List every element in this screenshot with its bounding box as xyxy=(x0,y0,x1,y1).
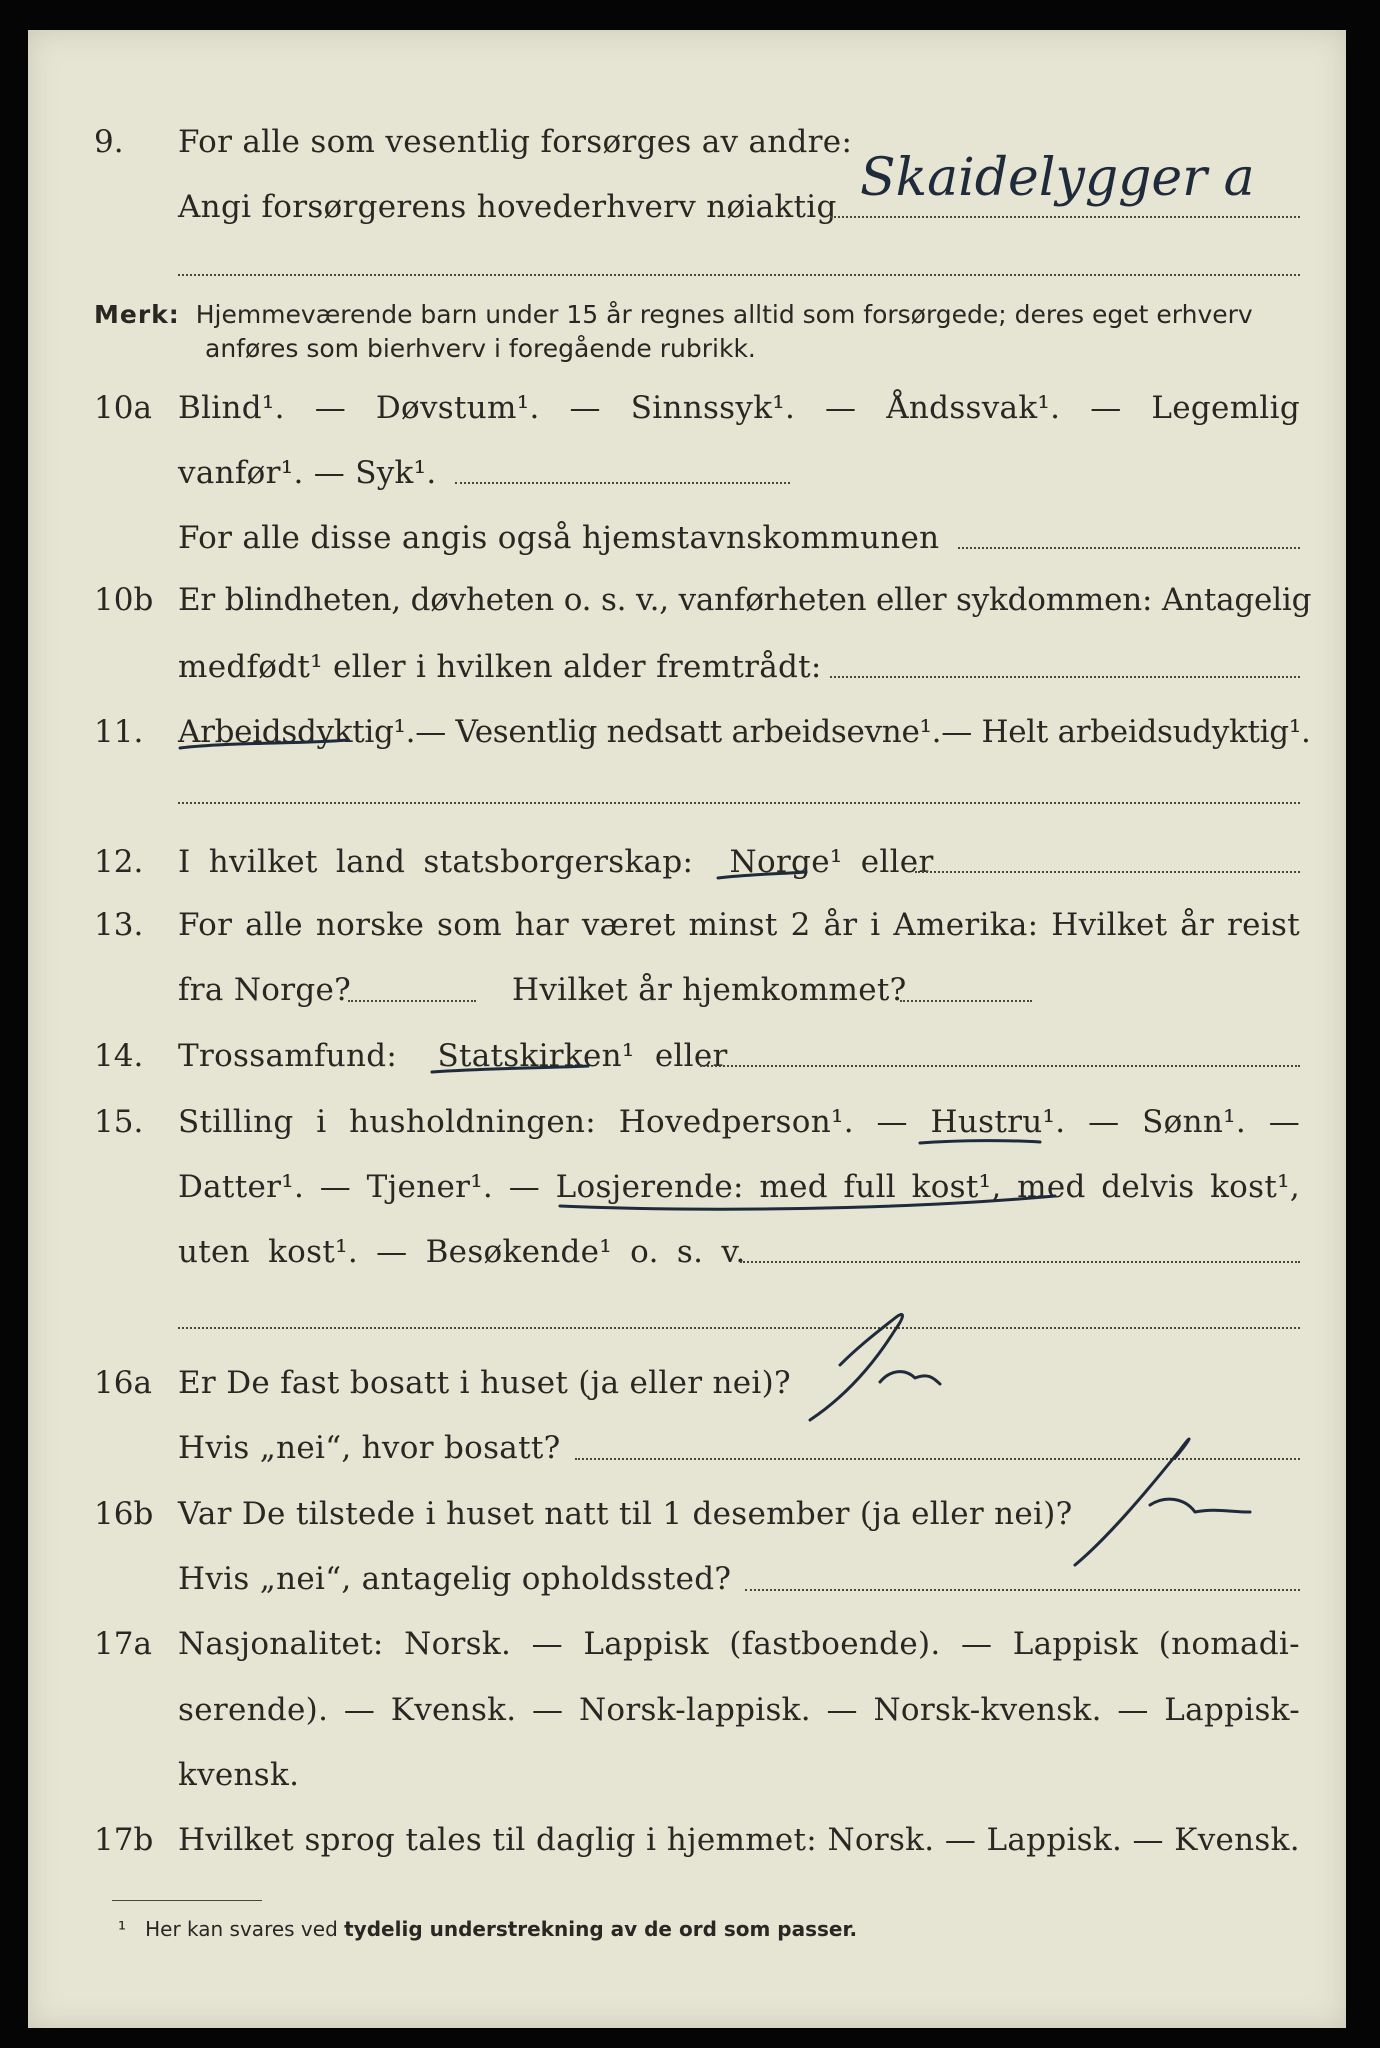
merk-note-line1 xyxy=(94,298,1253,332)
merk-text2: anføres som bierhverv i foregående rubrikk. xyxy=(205,334,756,363)
word: daglig xyxy=(536,1822,636,1858)
option-dovstum: Døvstum¹. xyxy=(375,390,540,426)
word: norske xyxy=(315,907,425,943)
footnote-bold-text: tydelig understrekning av de ord som passer. xyxy=(344,1917,858,1941)
q17a-line2 xyxy=(178,1690,1300,1730)
option-arbeidsdyktig: Arbeidsdyktig¹. xyxy=(178,714,416,750)
word: hjemmet: xyxy=(666,1822,818,1858)
q11-extra-line xyxy=(178,802,1300,804)
q10a-kommune-line xyxy=(958,547,1300,549)
footnote xyxy=(118,1917,857,1941)
q16a-bosatt-line xyxy=(575,1458,1300,1460)
word: Lappisk xyxy=(583,1626,709,1662)
word: Hvilket xyxy=(1051,907,1168,943)
option-norsk-lappisk: Norsk-lappisk. xyxy=(578,1692,811,1728)
word: som xyxy=(437,907,502,943)
q12-answer-line xyxy=(915,871,1300,873)
option-blind: Blind¹. xyxy=(178,390,285,426)
word: full xyxy=(843,1169,896,1205)
word: med xyxy=(759,1169,828,1205)
option-norsk-kvensk: Norsk-kvensk. xyxy=(873,1692,1102,1728)
word: Lappisk- xyxy=(1164,1692,1300,1728)
dash: — xyxy=(319,1169,352,1205)
dash: — xyxy=(826,1692,858,1728)
dash: — xyxy=(1132,1822,1164,1858)
option-kvensk: Kvensk. xyxy=(390,1692,517,1728)
option-norsk: Norsk. xyxy=(404,1626,512,1662)
q10a-line1 xyxy=(178,388,1300,428)
dash: — xyxy=(1090,390,1122,426)
word: år xyxy=(823,907,858,943)
word: Amerika: xyxy=(893,907,1039,943)
option-norge: Norge¹ xyxy=(729,844,843,880)
option-hustru: Hustru¹. xyxy=(930,1104,1066,1140)
option-statskirken: Statskirken¹ xyxy=(437,1038,635,1074)
q10b-line2: medfødt¹ eller i hvilken alder fremtrådt: xyxy=(178,649,822,685)
q14-number: 14. xyxy=(94,1038,144,1074)
word: (nomadi- xyxy=(1158,1626,1300,1662)
word: til xyxy=(492,1822,526,1858)
q10a-syk-line xyxy=(455,482,790,484)
word: Lappisk xyxy=(1012,1626,1139,1662)
word: tales xyxy=(405,1822,483,1858)
dash: — xyxy=(343,1692,376,1728)
option-hovedperson: Hovedperson¹. xyxy=(618,1104,854,1140)
word: har xyxy=(514,907,569,943)
word: Hvilket xyxy=(178,1822,295,1858)
q12-eller: eller xyxy=(860,844,934,880)
option-norsk: Norsk. xyxy=(827,1822,935,1858)
q10b-answer-line xyxy=(830,676,1300,678)
option-sinnssyk: Sinnssyk¹. xyxy=(630,390,796,426)
q16a-number: 16a xyxy=(94,1365,152,1401)
merk-text1: Hjemmeværende barn under 15 år regnes alltid som forsørgede; deres eget erhverv xyxy=(195,300,1253,329)
option-delvis-kost: kost¹, xyxy=(1210,1169,1300,1205)
option-full-kost: kost¹, xyxy=(911,1169,1002,1205)
q17b-line1 xyxy=(178,1820,1300,1860)
word: i xyxy=(870,907,881,943)
word: Nasjonalitet: xyxy=(178,1626,384,1662)
q10a-number: 10a xyxy=(94,390,152,426)
footnote-text: Her kan svares ved xyxy=(145,1917,338,1941)
q10a-line3: For alle disse angis også hjemstavnskommunen xyxy=(178,520,940,556)
dash: — xyxy=(1117,1692,1149,1728)
dash: — xyxy=(508,1169,541,1205)
q9-handwritten-answer: Skaidelygger a xyxy=(860,148,1255,208)
q16b-opholdssted-line xyxy=(745,1589,1300,1591)
dash: — xyxy=(944,1822,977,1858)
q9-line2: Angi forsørgerens hovederhverv nøiaktig xyxy=(178,189,837,225)
q17a-number: 17a xyxy=(94,1626,152,1662)
word: For xyxy=(178,907,233,943)
word: sprog xyxy=(304,1822,396,1858)
q12-number: 12. xyxy=(94,844,144,880)
dash: — xyxy=(532,1692,564,1728)
q17b-number: 17b xyxy=(94,1822,154,1858)
q9-extra-line xyxy=(178,274,1300,276)
merk-label: Merk: xyxy=(94,300,180,329)
word: Losjerende: xyxy=(555,1169,744,1205)
dash: — xyxy=(825,390,857,426)
q16b-line2: Hvis „nei“, antagelig opholdssted? xyxy=(178,1561,732,1597)
q9-number: 9. xyxy=(94,124,124,160)
word: serende). xyxy=(178,1692,329,1728)
word: minst xyxy=(688,907,778,943)
q11-number: 11. xyxy=(94,714,144,750)
dash: — xyxy=(960,1626,993,1662)
word: år xyxy=(1180,907,1215,943)
q12-question: I hvilket land statsborgerskap: xyxy=(178,844,694,880)
option-datter: Datter¹. xyxy=(178,1169,305,1205)
word: alle xyxy=(245,907,303,943)
option-andssvak: Åndssvak¹. xyxy=(886,390,1061,426)
q16a-line1: Er De fast bosatt i huset (ja eller nei)? xyxy=(178,1365,791,1401)
footnote-mark: ¹ xyxy=(118,1917,127,1941)
dash: — xyxy=(531,1626,563,1662)
dash: — xyxy=(314,390,346,426)
dash: — xyxy=(1088,1104,1120,1140)
option-lappisk: Lappisk. xyxy=(986,1822,1123,1858)
word: i xyxy=(316,1104,327,1140)
q14-label: Trossamfund: xyxy=(178,1038,398,1074)
q9-answer-line xyxy=(830,216,1300,218)
word: med xyxy=(1017,1169,1086,1205)
q13-number: 13. xyxy=(94,907,144,943)
q16b-number: 16b xyxy=(94,1496,154,1532)
q15-number: 15. xyxy=(94,1104,144,1140)
q11-line1 xyxy=(178,712,1311,752)
q17a-line3: kvensk. xyxy=(178,1757,300,1793)
q10b-number: 10b xyxy=(94,582,154,618)
word: været xyxy=(581,907,676,943)
q15-line2 xyxy=(178,1167,1300,1207)
word: i xyxy=(646,1822,657,1858)
q12-line1 xyxy=(178,842,934,882)
q15-extra-line xyxy=(178,1327,1300,1329)
q14-line1 xyxy=(178,1036,728,1076)
q13-line2a: fra Norge? xyxy=(178,972,352,1008)
q10a-line2: vanfør¹. — Syk¹. xyxy=(178,455,437,491)
q15-answer-line xyxy=(740,1261,1300,1263)
dash: — xyxy=(876,1104,908,1140)
q13-line1 xyxy=(178,905,1300,945)
q16a-line2: Hvis „nei“, hvor bosatt? xyxy=(178,1430,561,1466)
footnote-rule xyxy=(112,1900,262,1901)
option-legemlig: Legemlig xyxy=(1151,390,1300,426)
option-sonn: Sønn¹. xyxy=(1142,1104,1246,1140)
q14-eller: eller xyxy=(654,1038,728,1074)
q15-line1 xyxy=(178,1102,1300,1142)
dash: — xyxy=(569,390,601,426)
word: delvis xyxy=(1101,1169,1195,1205)
q13-reist-line xyxy=(348,1000,476,1002)
word: husholdningen: xyxy=(349,1104,597,1140)
option-nedsatt-arbeidsevne: — Vesentlig nedsatt arbeidsevne¹. xyxy=(415,714,942,750)
option-kvensk: Kvensk. xyxy=(1174,1822,1300,1858)
word: (fastboende). xyxy=(729,1626,941,1662)
dash: — xyxy=(1268,1104,1300,1140)
word: Stilling xyxy=(178,1104,294,1140)
q15-line3: uten kost¹. — Besøkende¹ o. s. v. xyxy=(178,1234,746,1270)
q9-line1: For alle som vesentlig forsørges av andre: xyxy=(178,124,853,160)
option-tjener: Tjener¹. xyxy=(366,1169,494,1205)
q17a-line1 xyxy=(178,1624,1300,1664)
q16b-line1: Var De tilstede i huset natt til 1 desember (ja eller nei)? xyxy=(178,1496,1073,1532)
q10b-line1: Er blindheten, døvheten o. s. v., vanførheten eller sykdommen: Antagelig xyxy=(178,582,1312,618)
q14-answer-line xyxy=(700,1065,1300,1067)
q13-line2b: Hvilket år hjemkommet? xyxy=(512,972,907,1008)
word: 2 xyxy=(790,907,811,943)
q13-hjemkommet-line xyxy=(900,1000,1032,1002)
option-arbeidsudyktig: — Helt arbeidsudyktig¹. xyxy=(941,714,1311,750)
word: reist xyxy=(1227,907,1300,943)
